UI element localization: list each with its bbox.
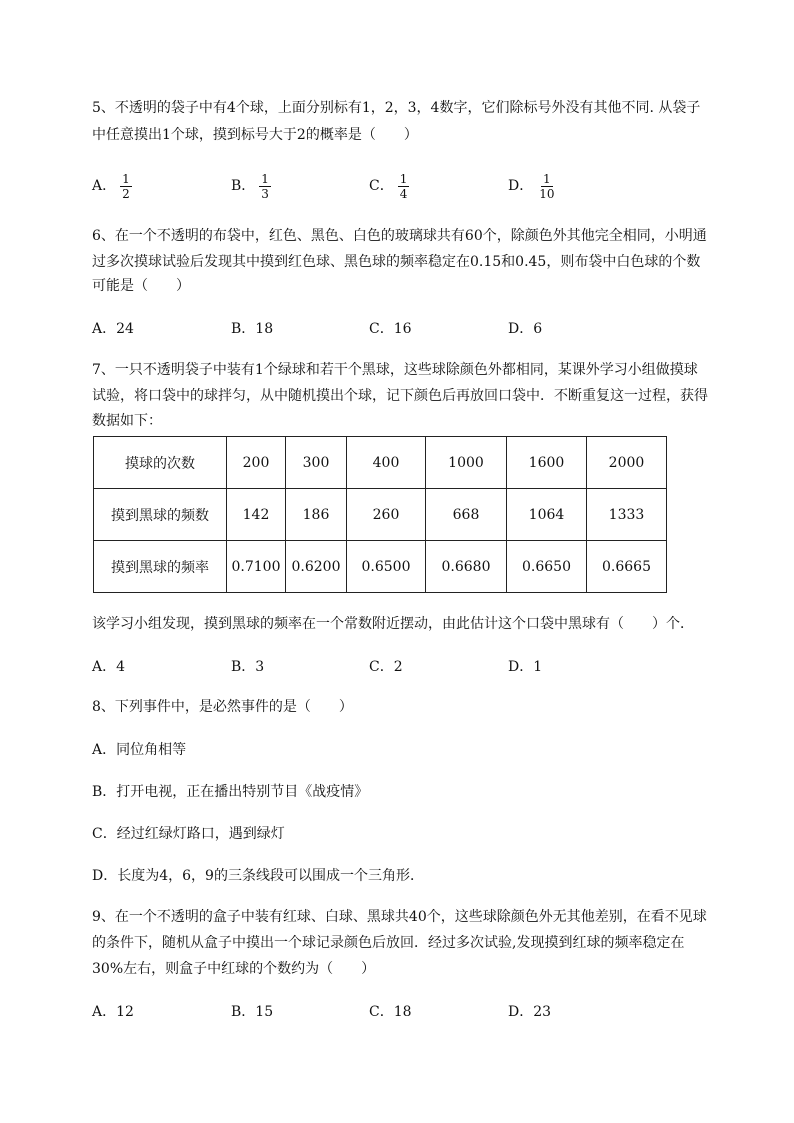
q5-option-c <box>369 166 409 206</box>
fraction <box>120 172 132 201</box>
q7-option-b: B．3 <box>231 659 265 675</box>
q6-option-d: D．6 <box>508 321 543 337</box>
q7-stem-line1: 7、一只不透明袋子中装有1个绿球和若干个黑球，这些球除颜色外都相同，某课外学习小组做摸球 <box>92 362 698 378</box>
row-header: 摸到黑球的频数 <box>94 489 227 541</box>
table-cell: 0.6650 <box>507 541 587 593</box>
q6-stem-line1: 6、在一个不透明的布袋中，红色、黑色、白色的玻璃球共有60个，除颜色外其他完全相同，小明通 <box>92 228 707 244</box>
table-row <box>94 541 667 593</box>
table-cell: 0.6665 <box>587 541 667 593</box>
row-header: 摸到黑球的频率 <box>94 541 227 593</box>
table-cell: 0.7100 <box>227 541 286 593</box>
q6-stem-line3: 可能是（ ） <box>92 278 190 294</box>
q9-stem-line1: 9、在一个不透明的盒子中装有红球、白球、黑球共40个，这些球除颜色外无其他差别，在看不见球 <box>92 909 707 925</box>
table-cell: 260 <box>347 489 426 541</box>
table-cell: 0.6500 <box>347 541 426 593</box>
q6-option-c: C．16 <box>369 321 412 337</box>
option-letter: D． <box>508 178 534 194</box>
q7-stem-line2: 试验，将口袋中的球拌匀，从中随机摸出个球，记下颜色后再放回口袋中．不断重复这一过程，获得 <box>92 388 708 404</box>
q9-stem-line3: 30%左右，则盒子中红球的个数约为（ ） <box>92 961 376 977</box>
row-header: 摸球的次数 <box>94 437 227 489</box>
q9-option-c: C．18 <box>369 1004 412 1020</box>
q7-option-d: D．1 <box>508 659 543 675</box>
fraction <box>537 172 556 201</box>
q5-stem-line2: 中任意摸出1个球，摸到标号大于2的概率是（ ） <box>92 127 418 143</box>
table-cell: 142 <box>227 489 286 541</box>
q8-option-a: A．同位角相等 <box>92 742 187 758</box>
fraction-numerator: 1 <box>261 171 269 186</box>
fraction <box>398 172 410 201</box>
option-letter: B． <box>231 178 256 194</box>
fraction-numerator: 1 <box>399 171 408 186</box>
q6-option-a: A．24 <box>92 321 134 337</box>
fraction-numerator: 1 <box>122 171 130 186</box>
q7-data-table <box>93 436 667 593</box>
option-letter: A． <box>92 178 117 194</box>
fraction-denominator: 2 <box>122 186 130 201</box>
q9-option-d: D．23 <box>508 1004 552 1020</box>
table-cell: 200 <box>227 437 286 489</box>
fraction <box>259 172 271 201</box>
q8-stem-line1: 8、下列事件中，是必然事件的是（ ） <box>92 699 353 715</box>
table-cell: 0.6200 <box>286 541 347 593</box>
q5-option-b <box>231 166 271 206</box>
table-cell: 0.6680 <box>426 541 507 593</box>
q7-option-c: C．2 <box>369 659 403 675</box>
fraction-numerator: 1 <box>543 171 551 186</box>
option-letter: C． <box>369 178 394 194</box>
table-cell: 1000 <box>426 437 507 489</box>
q6-stem-line2: 过多次摸球试验后发现其中摸到红色球、黑色球的频率稳定在0.15和0.45，则布袋中白色球的个数 <box>92 254 701 270</box>
table-cell: 400 <box>347 437 426 489</box>
q5-stem-line1: 5、不透明的袋子中有4个球，上面分别标有1，2，3，4数字，它们除标号外没有其他不同. 从袋子 <box>92 100 701 116</box>
table-cell: 668 <box>426 489 507 541</box>
table-cell: 2000 <box>587 437 667 489</box>
table-cell: 1333 <box>587 489 667 541</box>
table-cell: 300 <box>286 437 347 489</box>
table-row <box>94 437 667 489</box>
q7-stem-line3: 数据如下： <box>92 413 162 429</box>
q8-option-b: B．打开电视，正在播出特别节目《战疫情》 <box>92 784 369 800</box>
q7-option-a: A．4 <box>92 659 126 675</box>
fraction-denominator: 3 <box>261 186 269 201</box>
q8-option-d: D．长度为4，6，9的三条线段可以围成一个三角形． <box>92 868 424 884</box>
q9-stem-line2: 的条件下，随机从盒子中摸出一个球记录颜色后放回．经过多次试验,发现摸到红球的频率稳定在 <box>92 935 685 951</box>
q5-option-d <box>508 166 557 206</box>
q5-option-a <box>92 166 132 206</box>
q9-option-a: A．12 <box>92 1004 134 1020</box>
table-cell: 1600 <box>507 437 587 489</box>
q7-stem-line4: 该学习小组发现，摸到黑球的频率在一个常数附近摆动，由此估计这个口袋中黑球有（ ）个． <box>92 616 694 632</box>
fraction-denominator: 4 <box>399 186 408 201</box>
fraction-denominator: 10 <box>539 186 555 201</box>
q8-option-c: C．经过红绿灯路口，遇到绿灯 <box>92 826 285 842</box>
table-row <box>94 489 667 541</box>
table-cell: 1064 <box>507 489 587 541</box>
table-cell: 186 <box>286 489 347 541</box>
q6-option-b: B．18 <box>231 321 274 337</box>
q9-option-b: B．15 <box>231 1004 274 1020</box>
